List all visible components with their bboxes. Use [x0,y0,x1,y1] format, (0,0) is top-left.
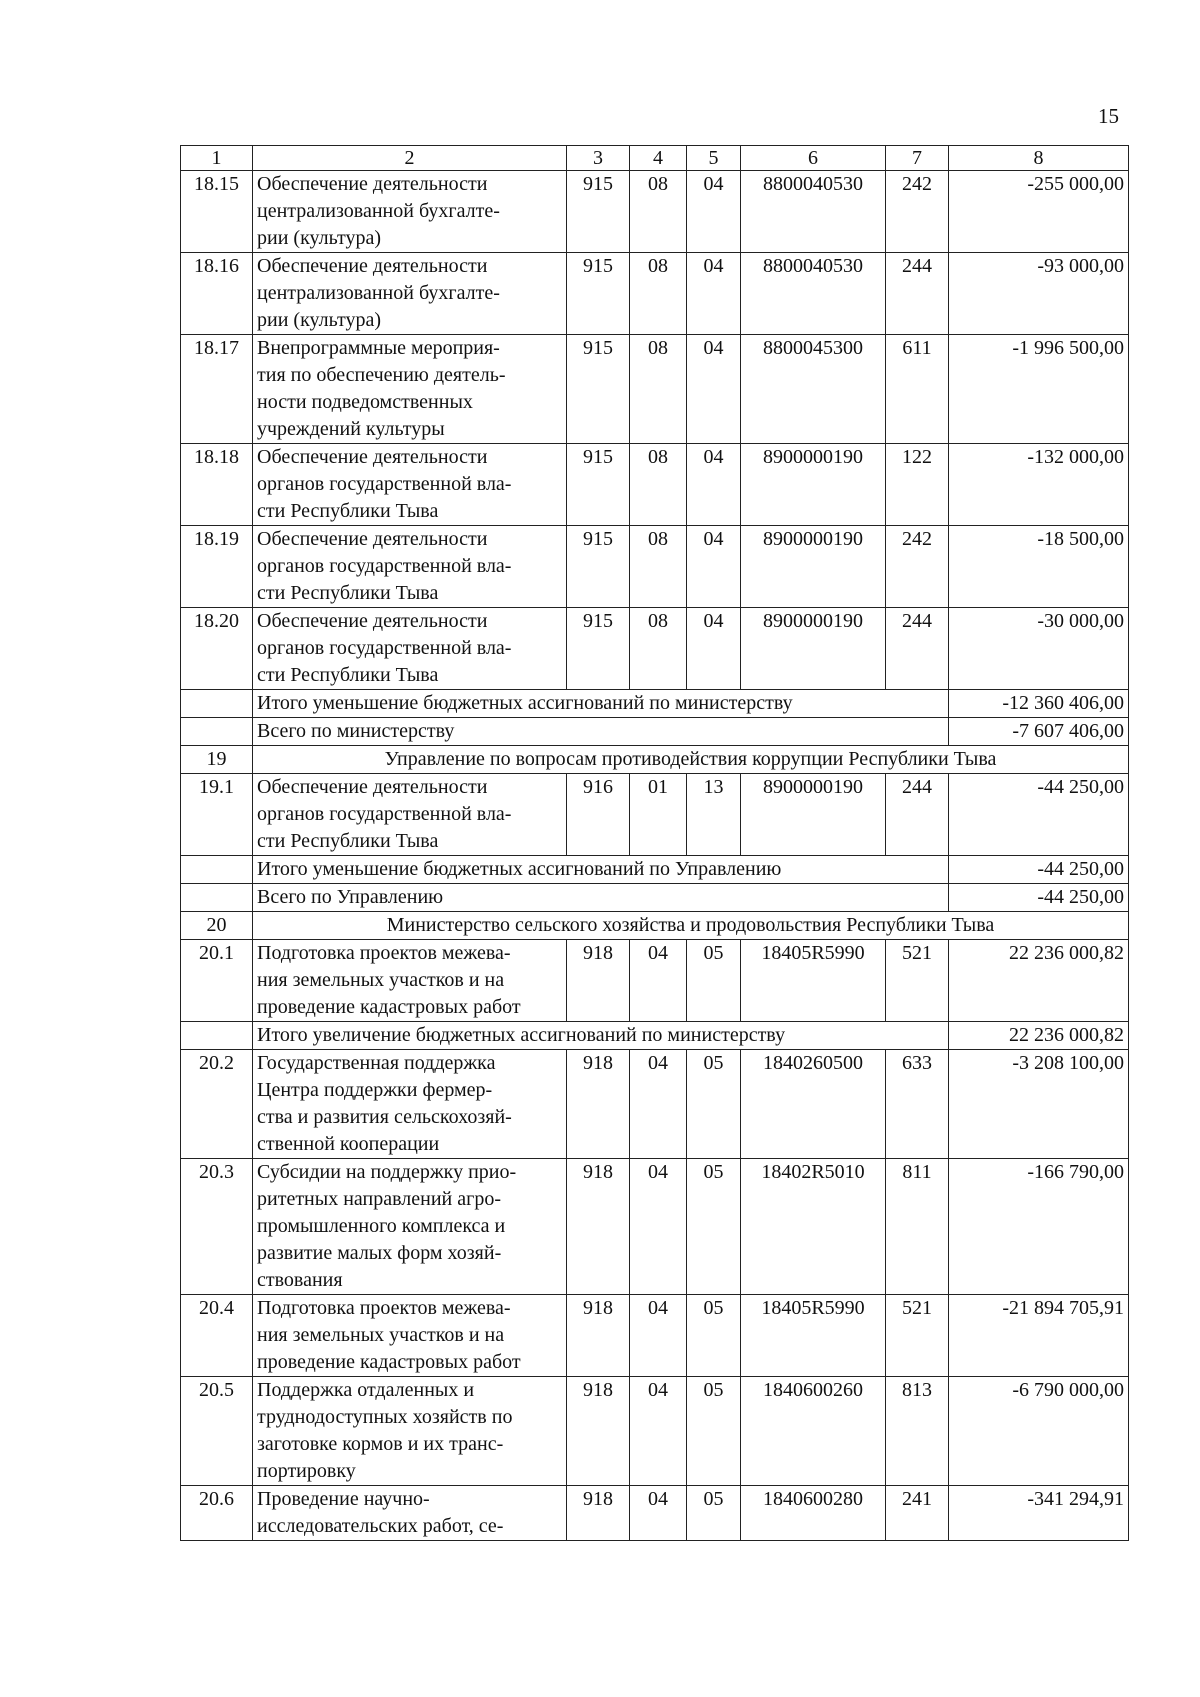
row-description: Подготовка проектов межева- ния земельных участков и на проведение кадастровых работ [253,1295,567,1377]
expense-type-code: 813 [886,1377,949,1486]
summary-label: Итого уменьшение бюджетных ассигнований по Управлению [253,856,949,884]
section-row [181,912,1129,940]
expense-type-code: 521 [886,1295,949,1377]
ministry-code: 918 [567,1377,630,1486]
ministry-code: 918 [567,940,630,1022]
row-description: Обеспечение деятельности органов государственной вла- сти Республики Тыва [253,608,567,690]
row-description: Субсидии на поддержку прио- ритетных направлений агро- промышленного комплекса и развитие малых форм хозяй- ствования [253,1159,567,1295]
column-header: 7 [886,146,949,171]
ministry-code: 915 [567,444,630,526]
expense-type-code: 811 [886,1159,949,1295]
section-code: 08 [630,608,687,690]
target-article-code: 18405R5990 [741,1295,886,1377]
table-row [181,526,1129,608]
table-row [181,335,1129,444]
section-code: 08 [630,526,687,608]
section-code: 04 [630,1050,687,1159]
subsection-code: 13 [687,774,741,856]
column-header: 6 [741,146,886,171]
row-number: 18.19 [181,526,253,608]
subsection-code: 05 [687,1159,741,1295]
subsection-code: 04 [687,335,741,444]
row-number: 18.20 [181,608,253,690]
row-description: Обеспечение деятельности централизованной бухгалте- рии (культура) [253,171,567,253]
expense-type-code: 241 [886,1486,949,1541]
table-row [181,608,1129,690]
summary-row [181,718,1129,746]
subsection-code: 04 [687,526,741,608]
column-header: 2 [253,146,567,171]
summary-amount: -44 250,00 [949,856,1129,884]
subsection-code: 05 [687,1295,741,1377]
subsection-code: 04 [687,444,741,526]
row-number-empty [181,718,253,746]
row-description: Поддержка отдаленных и труднодоступных хозяйств по заготовке кормов и их транс- портировку [253,1377,567,1486]
amount: -3 208 100,00 [949,1050,1129,1159]
table-row [181,1377,1129,1486]
row-number: 20.2 [181,1050,253,1159]
section-number: 20 [181,912,253,940]
ministry-code: 915 [567,253,630,335]
expense-type-code: 244 [886,253,949,335]
row-description: Государственная поддержка Центра поддержки фермер- ства и развития сельскохозяй- ственной кооперации [253,1050,567,1159]
table-row [181,1295,1129,1377]
summary-label: Всего по министерству [253,718,949,746]
target-article-code: 8800045300 [741,335,886,444]
row-number: 20.1 [181,940,253,1022]
ministry-code: 918 [567,1159,630,1295]
row-description: Проведение научно- исследовательских работ, се- [253,1486,567,1541]
target-article-code: 8900000190 [741,526,886,608]
summary-row [181,884,1129,912]
amount: -255 000,00 [949,171,1129,253]
amount: -166 790,00 [949,1159,1129,1295]
row-description: Внепрограммные мероприя- тия по обеспечению деятель- ности подведомственных учреждений культуры [253,335,567,444]
amount: -44 250,00 [949,774,1129,856]
target-article-code: 8900000190 [741,774,886,856]
expense-type-code: 242 [886,526,949,608]
row-number: 20.6 [181,1486,253,1541]
row-description: Подготовка проектов межева- ния земельных участков и на проведение кадастровых работ [253,940,567,1022]
section-code: 04 [630,940,687,1022]
budget-table [180,145,1129,1541]
row-number: 18.18 [181,444,253,526]
column-header: 3 [567,146,630,171]
table-header-row [181,146,1129,171]
amount: -341 294,91 [949,1486,1129,1541]
ministry-code: 915 [567,335,630,444]
ministry-code: 915 [567,526,630,608]
page-number: 15 [1098,104,1119,128]
expense-type-code: 611 [886,335,949,444]
section-code: 08 [630,444,687,526]
column-header: 4 [630,146,687,171]
ministry-code: 915 [567,608,630,690]
row-number: 18.15 [181,171,253,253]
expense-type-code: 122 [886,444,949,526]
amount: 22 236 000,82 [949,940,1129,1022]
section-code: 04 [630,1377,687,1486]
subsection-code: 05 [687,1486,741,1541]
row-number: 18.16 [181,253,253,335]
expense-type-code: 244 [886,774,949,856]
ministry-code: 918 [567,1486,630,1541]
target-article-code: 1840600260 [741,1377,886,1486]
summary-row [181,856,1129,884]
target-article-code: 8800040530 [741,253,886,335]
table-row [181,940,1129,1022]
row-number: 20.3 [181,1159,253,1295]
table-row [181,444,1129,526]
section-row [181,746,1129,774]
target-article-code: 1840260500 [741,1050,886,1159]
summary-amount: -44 250,00 [949,884,1129,912]
table-row [181,774,1129,856]
amount: -21 894 705,91 [949,1295,1129,1377]
row-description: Обеспечение деятельности централизованной бухгалте- рии (культура) [253,253,567,335]
subsection-code: 04 [687,608,741,690]
target-article-code: 18402R5010 [741,1159,886,1295]
amount: -132 000,00 [949,444,1129,526]
row-number-empty [181,856,253,884]
summary-label: Всего по Управлению [253,884,949,912]
row-number: 20.5 [181,1377,253,1486]
row-number-empty [181,1022,253,1050]
target-article-code: 8900000190 [741,444,886,526]
summary-amount: 22 236 000,82 [949,1022,1129,1050]
ministry-code: 918 [567,1050,630,1159]
summary-label: Итого уменьшение бюджетных ассигнований по министерству [253,690,949,718]
section-code: 04 [630,1295,687,1377]
row-number-empty [181,884,253,912]
ministry-code: 916 [567,774,630,856]
subsection-code: 05 [687,1377,741,1486]
row-number: 20.4 [181,1295,253,1377]
expense-type-code: 521 [886,940,949,1022]
column-header: 1 [181,146,253,171]
subsection-code: 04 [687,253,741,335]
table-row [181,1050,1129,1159]
subsection-code: 05 [687,940,741,1022]
summary-amount: -12 360 406,00 [949,690,1129,718]
summary-label: Итого увеличение бюджетных ассигнований по министерству [253,1022,949,1050]
expense-type-code: 633 [886,1050,949,1159]
row-number-empty [181,690,253,718]
row-number: 18.17 [181,335,253,444]
column-header: 8 [949,146,1129,171]
amount: -93 000,00 [949,253,1129,335]
subsection-code: 05 [687,1050,741,1159]
row-description: Обеспечение деятельности органов государственной вла- сти Республики Тыва [253,526,567,608]
amount: -18 500,00 [949,526,1129,608]
table-row [181,1486,1129,1541]
row-description: Обеспечение деятельности органов государственной вла- сти Республики Тыва [253,444,567,526]
table-row [181,253,1129,335]
amount: -30 000,00 [949,608,1129,690]
section-number: 19 [181,746,253,774]
table-row [181,171,1129,253]
amount: -6 790 000,00 [949,1377,1129,1486]
section-code: 08 [630,253,687,335]
section-title: Управление по вопросам противодействия коррупции Республики Тыва [253,746,1129,774]
ministry-code: 918 [567,1295,630,1377]
summary-row [181,1022,1129,1050]
row-description: Обеспечение деятельности органов государственной вла- сти Республики Тыва [253,774,567,856]
target-article-code: 8800040530 [741,171,886,253]
table-row [181,1159,1129,1295]
expense-type-code: 242 [886,171,949,253]
target-article-code: 8900000190 [741,608,886,690]
summary-amount: -7 607 406,00 [949,718,1129,746]
row-number: 19.1 [181,774,253,856]
target-article-code: 18405R5990 [741,940,886,1022]
ministry-code: 915 [567,171,630,253]
expense-type-code: 244 [886,608,949,690]
column-header: 5 [687,146,741,171]
section-title: Министерство сельского хозяйства и продовольствия Республики Тыва [253,912,1129,940]
subsection-code: 04 [687,171,741,253]
section-code: 04 [630,1159,687,1295]
section-code: 08 [630,335,687,444]
section-code: 08 [630,171,687,253]
target-article-code: 1840600280 [741,1486,886,1541]
section-code: 04 [630,1486,687,1541]
summary-row [181,690,1129,718]
section-code: 01 [630,774,687,856]
amount: -1 996 500,00 [949,335,1129,444]
